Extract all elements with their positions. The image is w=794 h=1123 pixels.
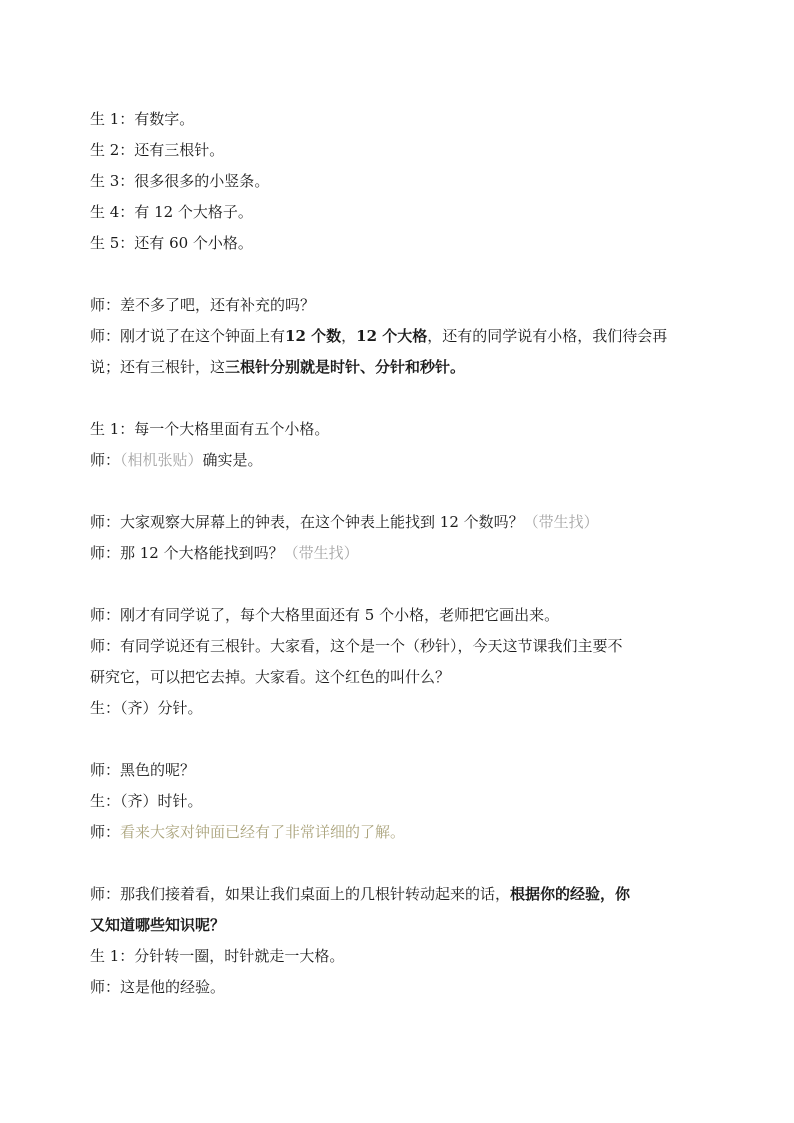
paragraph-gap (90, 259, 710, 290)
transcript-page (90, 104, 710, 1003)
text-line: 师：那我们接着看，如果让我们桌面上的几根针转动起来的话，根据你的经验，你 (90, 885, 631, 903)
text-line: 生 1：每一个大格里面有五个小格。 (90, 420, 330, 438)
text-line: 生：（齐）分针。 (90, 699, 203, 717)
paragraph-gap (90, 569, 710, 600)
text-line: 师：那 12 个大格能找到吗？（带生找） (90, 544, 359, 562)
text-line: 生 4：有 12 个大格子。 (90, 203, 253, 221)
paragraph-gap (90, 724, 710, 755)
text-line: 研究它，可以把它去掉。大家看。这个红色的叫什么？ (90, 668, 451, 686)
text-line: 生 2：还有三根针。 (90, 141, 225, 159)
text-line: 说；还有三根针，这三根针分别就是时针、分针和秒针。 (90, 358, 466, 376)
text-line: 生：（齐）时针。 (90, 792, 203, 810)
text-line: 师：有同学说还有三根针。大家看，这个是一个（秒针），今天这节课我们主要不 (90, 637, 623, 655)
text-line: 师：差不多了吧，还有补充的吗？ (90, 296, 316, 314)
paragraph-gap (90, 476, 710, 507)
text-line: 师：看来大家对钟面已经有了非常详细的了解。 (90, 823, 406, 841)
text-line: 师：大家观察大屏幕上的钟表，在这个钟表上能找到 12 个数吗？（带生找） (90, 513, 599, 531)
text-line: 师：刚才说了在这个钟面上有12 个数，12 个大格，还有的同学说有小格，我们待会再 (90, 327, 668, 345)
text-line: 师：（相机张贴）确实是。 (90, 451, 263, 469)
text-line: 师：刚才有同学说了，每个大格里面还有 5 个小格，老师把它画出来。 (90, 606, 560, 624)
paragraph-gap (90, 848, 710, 879)
text-line: 生 3：很多很多的小竖条。 (90, 172, 270, 190)
text-line: 生 5：还有 60 个小格。 (90, 234, 253, 252)
text-line: 生 1：有数字。 (90, 110, 195, 128)
text-line: 师：这是他的经验。 (90, 978, 226, 996)
text-line: 又知道哪些知识呢？ (90, 916, 226, 934)
text-line: 师：黑色的呢？ (90, 761, 196, 779)
paragraph-gap (90, 383, 710, 414)
text-line: 生 1：分针转一圈，时针就走一大格。 (90, 947, 345, 965)
